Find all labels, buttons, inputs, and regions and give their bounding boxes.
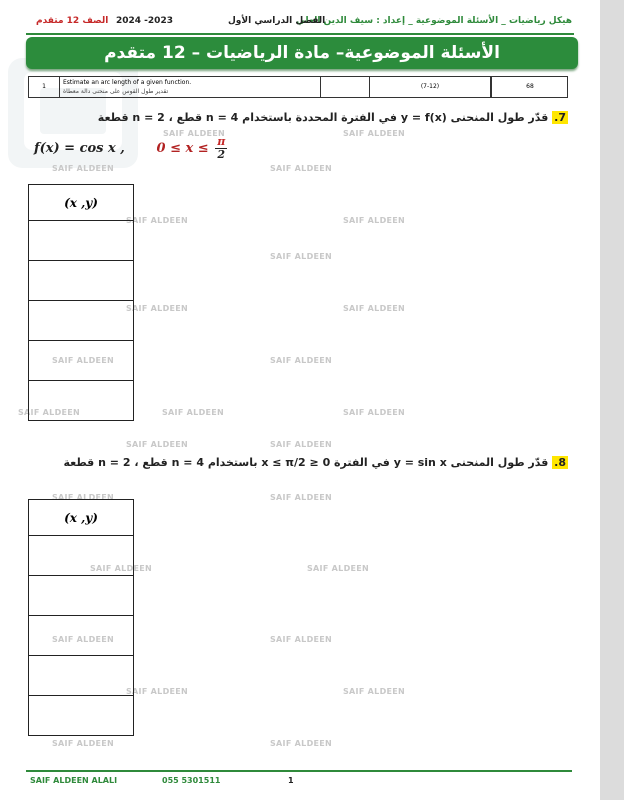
watermark: SAIF ALDEEN	[307, 564, 370, 573]
question-8-table	[28, 499, 134, 736]
title-banner	[26, 37, 578, 69]
fraction-denominator: 2	[217, 148, 226, 161]
page-header	[28, 16, 572, 32]
watermark: SAIF ALDEEN	[270, 164, 333, 173]
header-grade: الصف 12 متقدم	[36, 16, 109, 26]
interval-bounds: 0 ≤ x ≤	[156, 141, 209, 156]
watermark: SAIF ALDEEN	[343, 687, 406, 696]
watermark: SAIF ALDEEN	[18, 408, 81, 417]
watermark: SAIF ALDEEN	[270, 440, 333, 449]
watermark: SAIF ALDEEN	[163, 129, 226, 138]
question-8-number: 8.	[554, 456, 566, 469]
watermark: SAIF ALDEEN	[162, 408, 225, 417]
function-definition: f(x) = cos x ,	[34, 141, 125, 156]
table-header: (x ,y)	[29, 185, 134, 221]
pi-over-two-fraction	[215, 136, 227, 161]
footer-phone: 055 5301511	[162, 776, 221, 785]
watermark: SAIF ALDEEN	[343, 216, 406, 225]
table-row[interactable]	[29, 536, 134, 576]
watermark: SAIF ALDEEN	[270, 252, 333, 261]
question-7-function	[34, 136, 227, 161]
info-ref: 68	[491, 77, 568, 97]
watermark: SAIF ALDEEN	[270, 635, 333, 644]
question-7-text: قدّر طول المنحنى y = f(x) في الفترة المحددة باستخدام 4 = n قطع ، 2 = n قطعة	[97, 111, 549, 124]
watermark: SAIF ALDEEN	[52, 635, 115, 644]
watermark: SAIF ALDEEN	[52, 356, 115, 365]
header-semester: الفصل الدراسي الأول	[228, 16, 326, 26]
footer-page-number: 1	[288, 776, 294, 785]
watermark: SAIF ALDEEN	[52, 739, 115, 748]
table-row[interactable]	[29, 576, 134, 616]
table-row[interactable]	[29, 381, 134, 421]
watermark: SAIF ALDEEN	[343, 408, 406, 417]
watermark: SAIF ALDEEN	[270, 739, 333, 748]
watermark: SAIF ALDEEN	[270, 356, 333, 365]
question-7	[98, 111, 568, 124]
table-row[interactable]	[29, 261, 134, 301]
scroll-gutter	[600, 0, 624, 800]
header-years: 2024 -2023	[116, 16, 173, 26]
watermark: SAIF ALDEEN	[52, 493, 115, 502]
watermark: SAIF ALDEEN	[270, 493, 333, 502]
table-row[interactable]	[29, 301, 134, 341]
outcome-info-table	[28, 76, 568, 98]
watermark: SAIF ALDEEN	[126, 304, 189, 313]
table-row[interactable]	[29, 341, 134, 381]
info-pages: (7-12)	[369, 77, 491, 97]
watermark: SAIF ALDEEN	[90, 564, 153, 573]
outcome-arabic: تقدير طول القوس على منحنى دالة معطاة	[63, 88, 169, 95]
watermark: SAIF ALDEEN	[52, 164, 115, 173]
fraction-numerator: π	[217, 135, 226, 148]
outcome-english: Estimate an arc length of a given function.	[63, 79, 192, 86]
watermark: SAIF ALDEEN	[126, 440, 189, 449]
question-8-text: قدّر طول المنحنى y = sin x في الفترة 0 ≤ x ≤ π/2 باستخدام 4 = n قطع ، 2 = n قطعة	[63, 456, 549, 469]
table-row[interactable]	[29, 656, 134, 696]
header-divider	[26, 33, 574, 35]
table-row[interactable]	[29, 616, 134, 656]
table-header: (x ,y)	[29, 500, 134, 536]
info-number: 1	[29, 77, 60, 97]
question-8	[63, 456, 568, 469]
table-row[interactable]	[29, 221, 134, 261]
question-7-table	[28, 184, 134, 421]
header-subject: هيكل رياضيات _ الأسئلة الموضوعية _ إعداد : سيف الدين العلي	[296, 16, 572, 26]
footer-divider	[26, 770, 572, 772]
watermark: SAIF ALDEEN	[126, 687, 189, 696]
watermark: SAIF ALDEEN	[343, 304, 406, 313]
banner-title: الأسئلة الموضوعية– مادة الرياضيات – 12 متقدم	[104, 43, 500, 63]
table-row[interactable]	[29, 696, 134, 736]
watermark: SAIF ALDEEN	[343, 129, 406, 138]
footer-name: SAIF ALDEEN ALALI	[30, 776, 118, 785]
question-7-number: 7.	[554, 111, 566, 124]
watermark: SAIF ALDEEN	[126, 216, 189, 225]
info-outcome	[60, 77, 321, 97]
